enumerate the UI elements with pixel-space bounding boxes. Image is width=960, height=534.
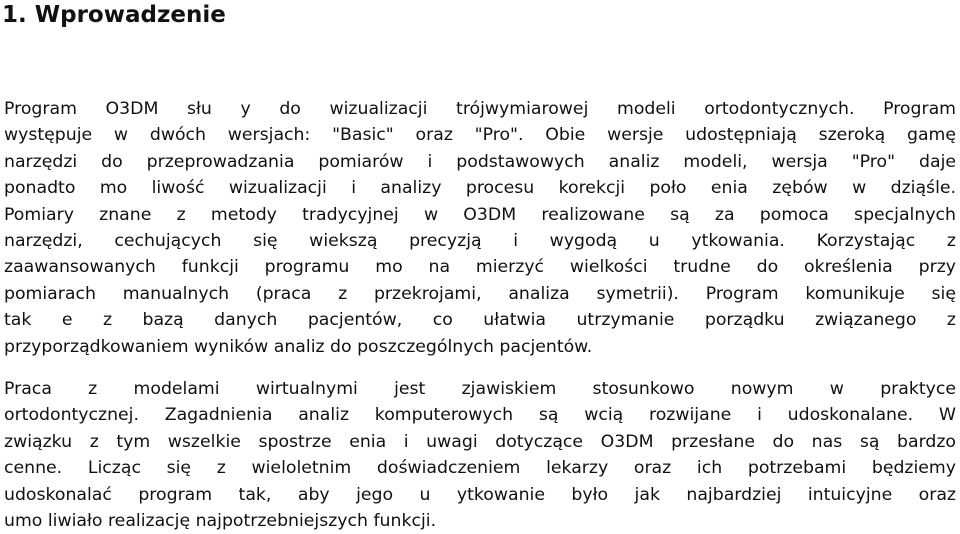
text-line: narzędzi, cechujących się wiekszą precyzją i wygodą u ytkowania. Korzystając z bbox=[4, 231, 956, 252]
text-line: przyporządkowaniem wyników analiz do poszczególnych pacjentów. bbox=[4, 336, 593, 357]
text-line: Praca z modelami wirtualnymi jest zjawiskiem stosunkowo nowym w praktyce bbox=[4, 379, 956, 399]
paragraph-introduction bbox=[4, 96, 956, 360]
text-line: Pomiary znane z metody tradycyjnej w O3DM realizowane są za pomoca specjalnych bbox=[4, 204, 956, 225]
text-line: cenne. Licząc się z wieloletnim doświadczeniem lekarzy oraz ich potrzebami będziemy bbox=[4, 458, 956, 479]
text-line: ortodontycznej. Zagadnienia analiz komputerowych są wcią rozwijane i udoskonalane. W bbox=[4, 405, 956, 426]
text-line: Program O3DM słu y do wizualizacji trójwymiarowej modeli ortodontycznych. Program bbox=[4, 99, 956, 119]
text-line: narzędzi do przeprowadzania pomiarów i podstawowych analiz modeli, wersja "Pro" daje bbox=[4, 151, 956, 172]
text-line: zaawansowanych funkcji programu mo na mierzyć wielkości trudne do określenia przy bbox=[4, 257, 956, 278]
text-line: związku z tym wszelkie spostrze enia i uwagi dotyczące O3DM przesłane do nas są bardzo bbox=[4, 431, 956, 452]
text-line: występuje w dwóch wersjach: "Basic" oraz "Pro". Obie wersje udostępniają szeroką gamę bbox=[4, 125, 956, 146]
text-line: udoskonalać program tak, aby jego u ytkowanie było jak najbardziej intuicyjne oraz bbox=[4, 484, 956, 505]
section-heading: 1. Wprowadzenie bbox=[2, 2, 226, 28]
text-line: umo liwiało realizację najpotrzebniejszych funkcji. bbox=[4, 511, 437, 532]
text-line: pomiarach manualnych (praca z przekrojami, analiza symetrii). Program komunikuje się bbox=[4, 283, 956, 304]
paragraph-virtual-models bbox=[4, 376, 956, 534]
text-line: tak e z bazą danych pacjentów, co ułatwia utrzymanie porządku związanego z bbox=[4, 310, 956, 331]
text-line: ponadto mo liwość wizualizacji i analizy procesu korekcji poło enia zębów w dziąśle. bbox=[4, 178, 956, 199]
